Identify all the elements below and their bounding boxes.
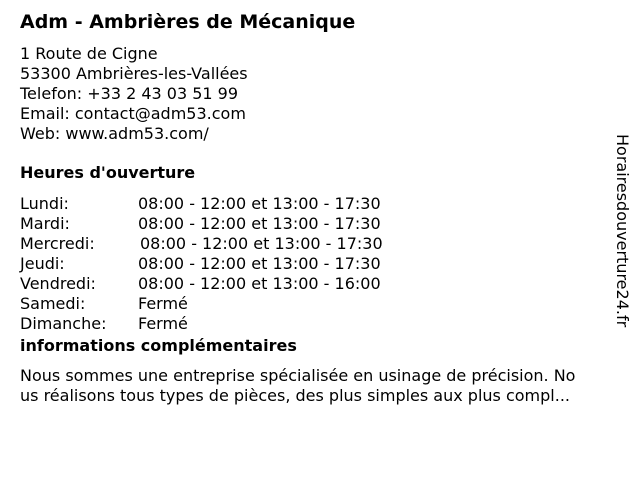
extra-info-heading: informations complémentaires <box>20 336 297 355</box>
day-label: Vendredi: <box>20 274 96 293</box>
hours-row-thursday <box>20 254 580 274</box>
hours-row-wednesday <box>20 234 580 254</box>
time-value: 08:00 - 12:00 et 13:00 - 16:00 <box>138 274 381 293</box>
contact-block <box>20 44 620 144</box>
day-label: Samedi: <box>20 294 86 313</box>
hours-row-saturday <box>20 294 580 314</box>
hours-row-monday <box>20 194 580 214</box>
day-label: Dimanche: <box>20 314 107 333</box>
day-label: Mardi: <box>20 214 70 233</box>
day-label: Mercredi: <box>20 234 95 253</box>
extra-info-line: us réalisons tous types de pièces, des plus simples aux plus compl... <box>20 386 570 405</box>
hours-row-friday <box>20 274 580 294</box>
opening-hours-heading: Heures d'ouverture <box>20 163 196 182</box>
phone-line: Telefon: +33 2 43 03 51 99 <box>20 84 239 103</box>
time-value: Fermé <box>138 294 188 313</box>
time-value: 08:00 - 12:00 et 13:00 - 17:30 <box>140 234 383 253</box>
hours-row-sunday <box>20 314 580 334</box>
address-city: 53300 Ambrières-les-Vallées <box>20 64 248 83</box>
time-value: Fermé <box>138 314 188 333</box>
business-card <box>20 10 620 405</box>
day-label: Lundi: <box>20 194 69 213</box>
day-label: Jeudi: <box>20 254 65 273</box>
address-street: 1 Route de Cigne <box>20 44 158 63</box>
business-name: Adm - Ambrières de Mécanique <box>20 11 356 33</box>
time-value: 08:00 - 12:00 et 13:00 - 17:30 <box>138 254 381 273</box>
opening-hours-table <box>20 194 580 334</box>
extra-info-line: Nous sommes une entreprise spécialisée en usinage de précision. No <box>20 366 576 385</box>
time-value: 08:00 - 12:00 et 13:00 - 17:30 <box>138 214 381 233</box>
hours-row-tuesday <box>20 214 580 234</box>
email-line: Email: contact@adm53.com <box>20 104 246 123</box>
time-value: 08:00 - 12:00 et 13:00 - 17:30 <box>138 194 381 213</box>
site-watermark: Horairesdouverture24.fr <box>613 134 632 328</box>
web-line: Web: www.adm53.com/ <box>20 124 209 143</box>
extra-info-text <box>20 366 620 406</box>
